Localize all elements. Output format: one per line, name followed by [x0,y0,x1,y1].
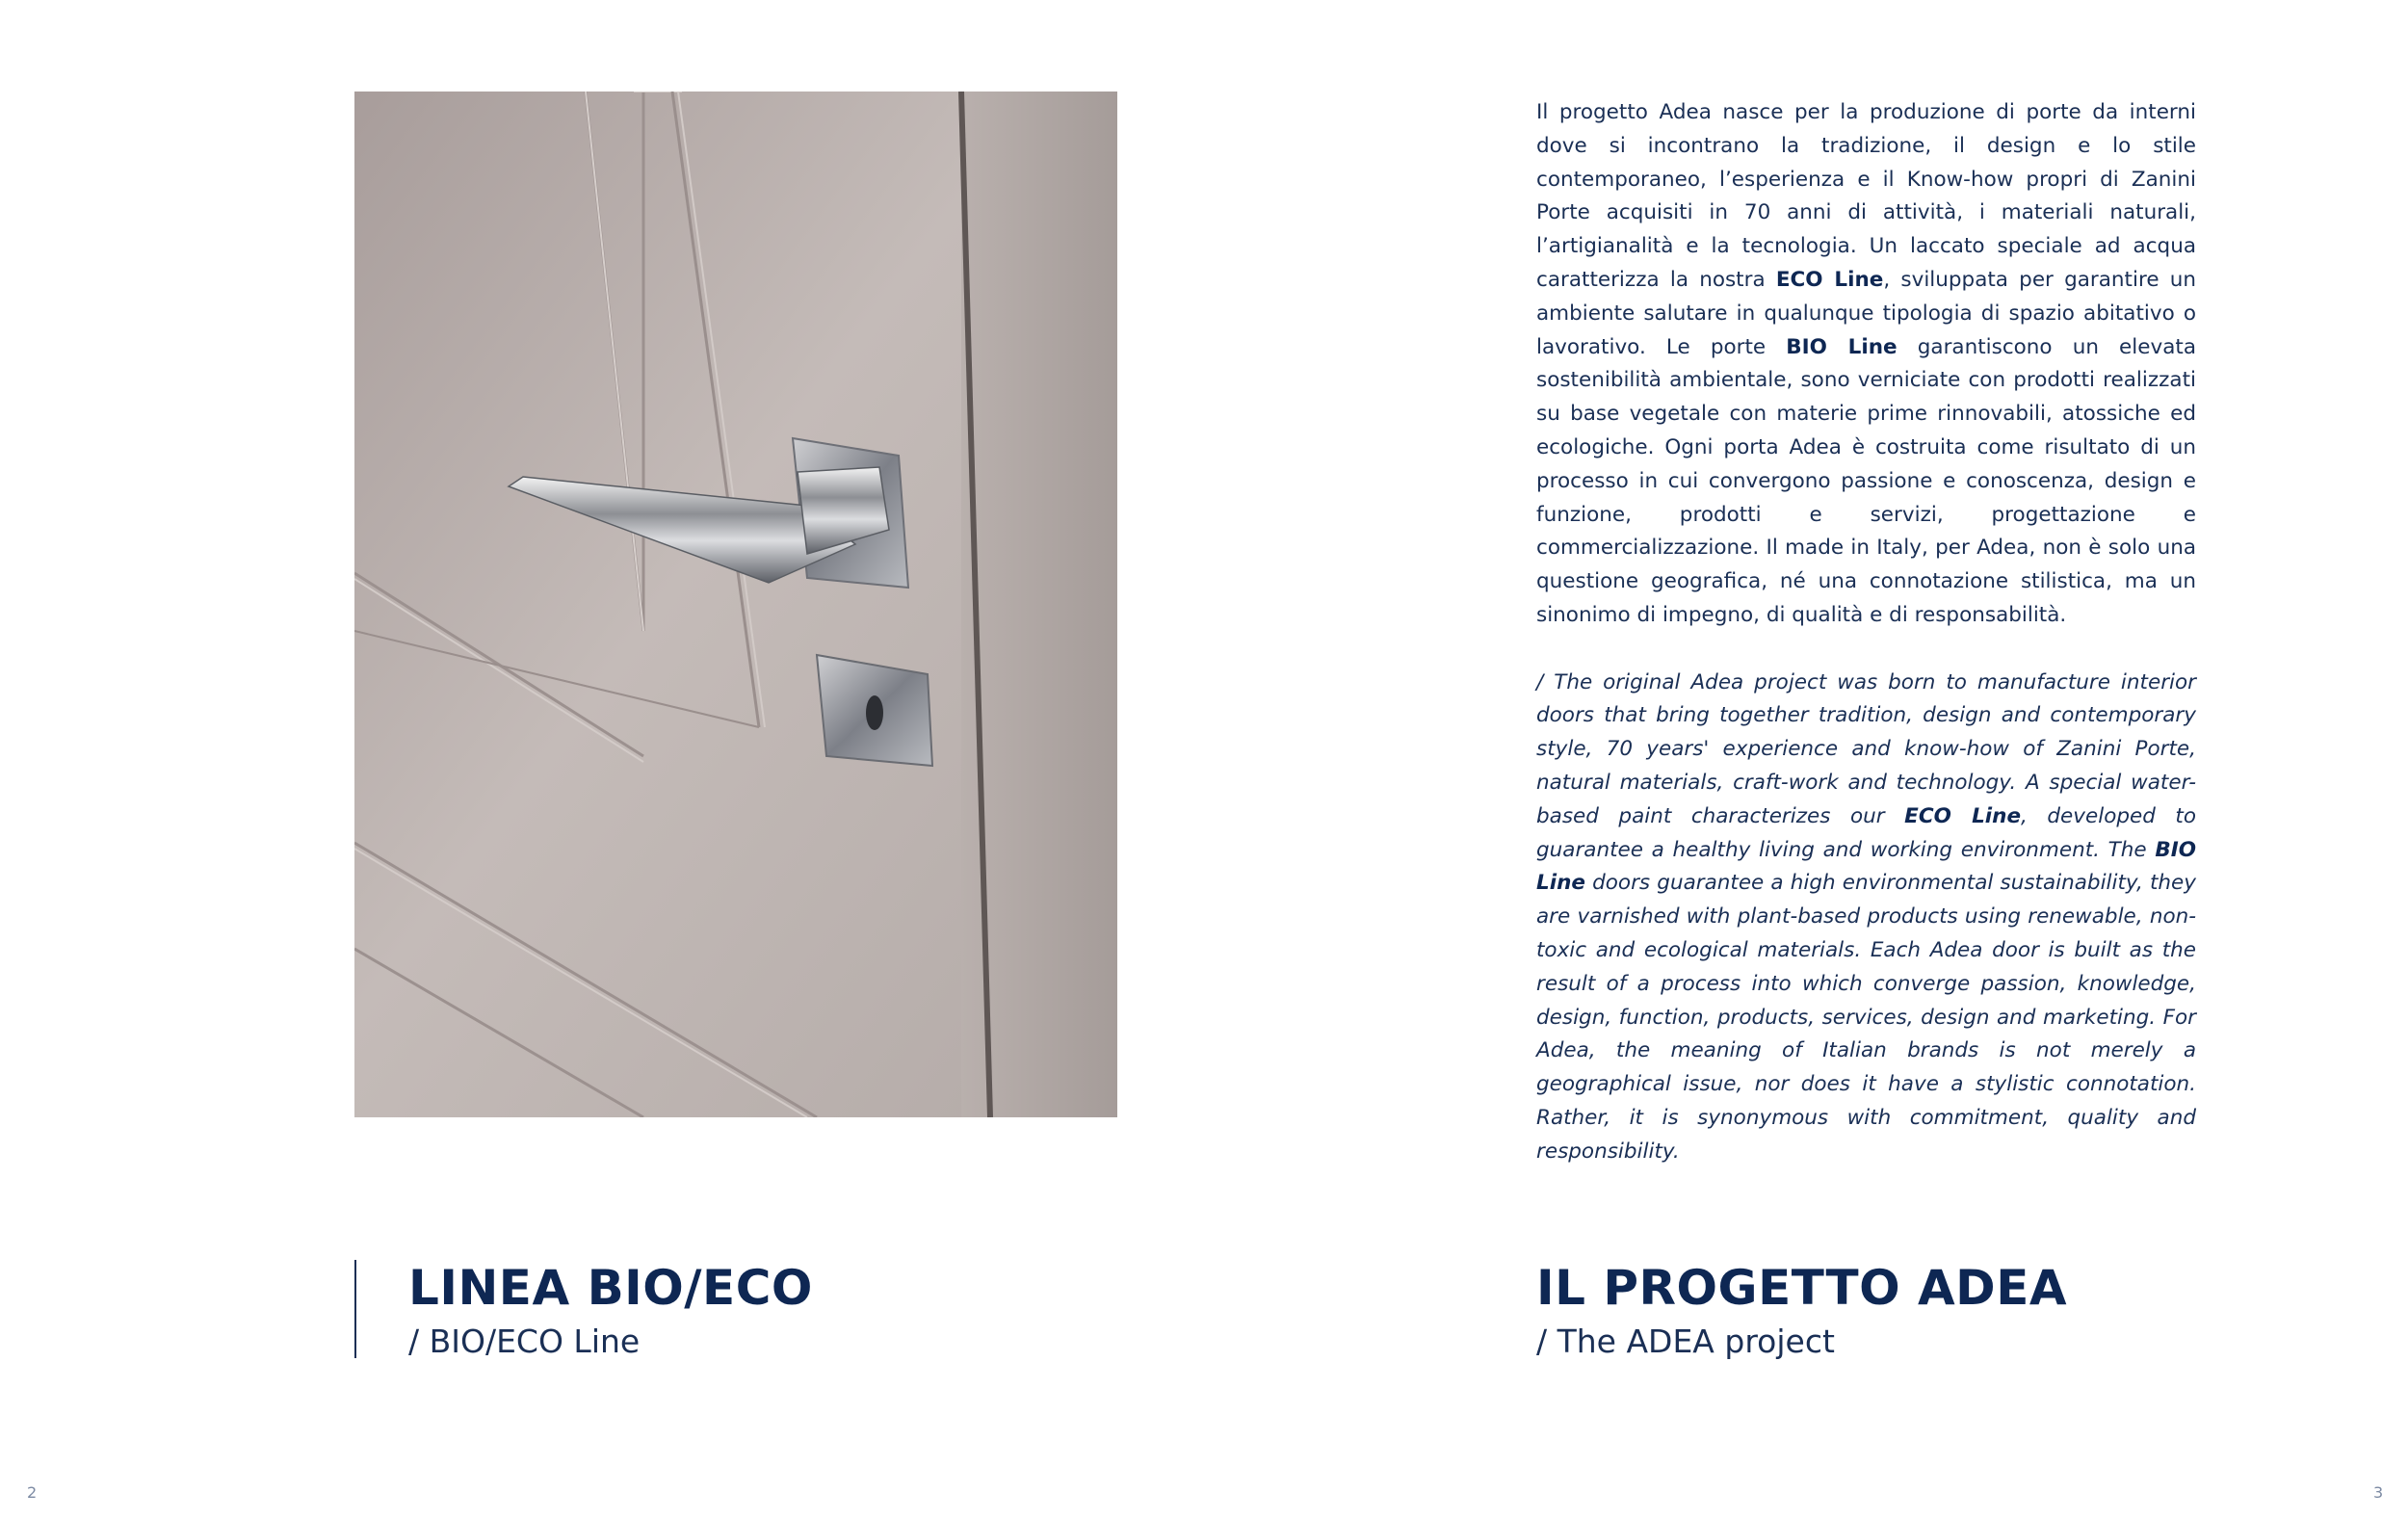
right-page-number: 3 [2373,1483,2384,1502]
left-page-subtitle: / BIO/ECO Line [408,1323,641,1360]
right-page-subtitle: / The ADEA project [1536,1323,1835,1360]
right-page-title: IL PROGETTO ADEA [1536,1260,2068,1316]
italian-paragraph: Il progetto Adea nasce per la produzione di porte da interni dove si incontrano la tradizione, il design e lo stile contemporaneo, l’esperienza e il Know-how propri di Zanini Porte acquisiti in 70 anni di attività, i materiali naturali, l’artigianalità e la tecnologia. Un laccato speciale ad acqua caratterizza la nostra ECO Line, sviluppata per garantire un ambiente salutare in qualunque tipologia di spazio abitativo o lavorativo. Le porte BIO Line garantiscono un elevata sostenibilità ambientale, sono verniciate con prodotti realizzati su base vegetale con materie prime rinnovabili, atossiche ed ecologiche. Ogni porta Adea è costruita come risultato di un processo in cui convergono passione e conoscenza, design e funzione, prodotti e servizi, progettazione e commercializzazione. Il made in Italy, per Adea, non è solo una questione geografica, né una connotazione stilistica, ma un sinonimo di impegno, di qualità e di responsabilità. [1536,100,2196,627]
left-page-title: LINEA BIO/ECO [408,1260,813,1316]
left-title-block [354,1260,813,1358]
right-title-block [1536,1260,2068,1360]
body-text-column [1536,96,2196,1169]
bio-line-bold: BIO Line [1786,334,1898,359]
left-page-number: 2 [27,1483,38,1502]
bio-line-bold-en: BIO Line [1536,837,2196,896]
eco-line-bold-en: ECO Line [1904,803,2022,828]
door-handle-photo [354,92,1117,1117]
english-paragraph: / The original Adea project was born to manufacture interior doors that bring together tradition, design and contemporary style, 70 years' experience and know-how of Zanini Porte, natural materials, craft-work and technology. A special water-based paint characterizes our ECO Line, developed to guarantee a healthy living and working environment. The BIO Line doors guarantee a high environmental sustainability, they are varnished with plant-based products using renewable, non-toxic and ecological materials. Each Adea door is built as the result of a process into which converge passion, knowledge, design, function, products, services, design and marketing. For Adea, the meaning of Italian brands is not merely a geographical issue, nor does it have a stylistic connotation. Rather, it is synonymous with commitment, quality and responsibility. [1536,669,2196,1164]
eco-line-bold: ECO Line [1775,267,1884,292]
